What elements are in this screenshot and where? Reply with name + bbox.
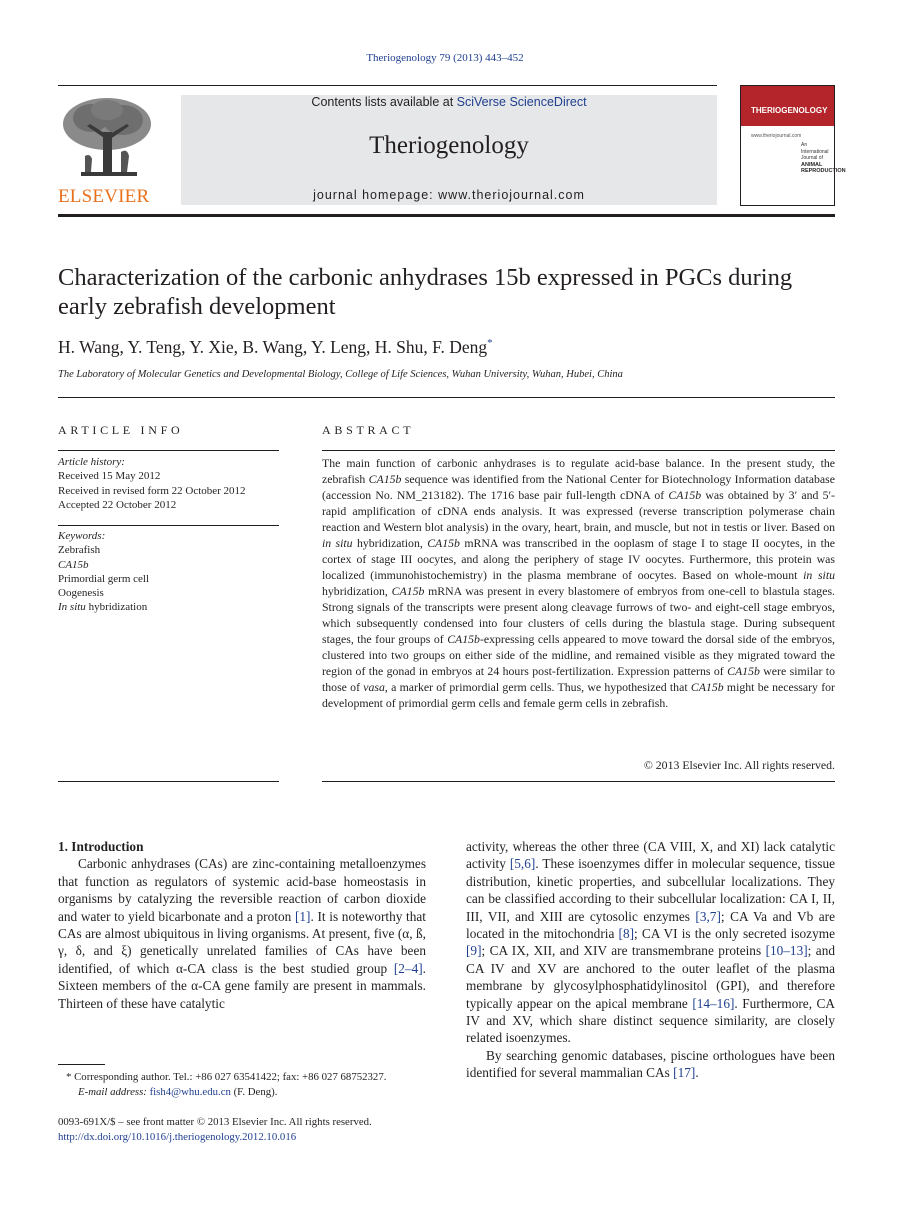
corresponding-author-mark[interactable]: * xyxy=(487,337,493,350)
reference-link[interactable]: [3,7] xyxy=(695,908,721,924)
abstract-part: sequence was identified from the National Center for Biotechnology Information database (accession No. NM_213182). The 1716 base pair full-length cDNA of xyxy=(322,472,835,502)
footnote-rule xyxy=(58,1064,105,1065)
journal-citation-link[interactable]: Theriogenology 79 (2013) 443–452 xyxy=(366,52,524,64)
intro-text: activity, whereas the other three (CA VIII, X, and XI) lack catalytic activity xyxy=(466,839,835,872)
journal-homepage xyxy=(181,188,717,202)
affiliation-rule xyxy=(58,397,835,398)
gene-name: CA15b xyxy=(668,488,702,502)
gene-name: CA15b xyxy=(447,632,480,646)
abstract-text xyxy=(322,455,835,711)
section-title-introduction: 1. Introduction xyxy=(58,839,144,854)
header-rule-bottom xyxy=(58,214,835,217)
intro-text: Carbonic anhydrases (CAs) are zinc-containing metalloenzymes that function as regulators of systemic acid-base homeostasis in organisms by catalyzing the reversible reaction of carbon dioxide and water to yield bicarbonate and a proton xyxy=(58,856,426,924)
journal-name: Theriogenology xyxy=(369,132,529,159)
received-date: Received 15 May 2012 xyxy=(58,470,161,483)
keyword-item: Oogenesis xyxy=(58,587,104,600)
abstract-rule-top xyxy=(322,450,835,451)
keyword-item: CA15b xyxy=(58,558,89,571)
doi-link[interactable]: http://dx.doi.org/10.1016/j.theriogenology.2012.10.016 xyxy=(58,1131,297,1143)
gene-name: CA15b xyxy=(391,584,425,598)
abstract-part: , a marker of primordial germ cells. Thus, we hypothesized that xyxy=(384,680,691,694)
affiliation: The Laboratory of Molecular Genetics and Developmental Biology, College of Life Sciences, Wuhan University, Wuhan, Hubei, China xyxy=(58,369,623,380)
gene-name: vasa xyxy=(363,680,385,694)
header-rule-top xyxy=(58,85,717,86)
revised-date: Received in revised form 22 October 2012 xyxy=(58,484,246,497)
issn-line: 0093-691X/$ – see front matter © 2013 Elsevier Inc. All rights reserved. xyxy=(58,1116,372,1128)
abstract-part: hybridization, xyxy=(322,584,392,598)
front-matter xyxy=(58,1115,428,1145)
abstract-part: The main function of carbonic anhydrases is to regulate acid-base balance. In the present study, the zebrafish xyxy=(322,456,835,486)
intro-text: ; CA IX, XII, and XIV are transmembrane proteins xyxy=(481,943,766,959)
contents-line xyxy=(181,95,717,109)
abstract-rule-bottom xyxy=(322,781,835,782)
email-line xyxy=(66,1085,426,1100)
keywords-label: Keywords: xyxy=(58,530,106,542)
reference-link[interactable]: [14–16] xyxy=(692,995,735,1011)
abstract-part: hybridization, xyxy=(352,536,428,550)
keyword-italic-part: In situ xyxy=(58,601,86,614)
intro-paragraph-continued xyxy=(466,838,835,1047)
keyword-item: Zebrafish xyxy=(58,544,101,557)
cover-url: www.theriojournal.com xyxy=(751,133,802,139)
reference-link[interactable]: [8] xyxy=(618,926,635,942)
reference-link[interactable]: [1] xyxy=(294,908,311,924)
article-title: Characterization of the carbonic anhydrases 15b expressed in PGCs during early zebrafish development xyxy=(58,264,793,320)
article-info-rule-top xyxy=(58,450,279,451)
intro-text: . xyxy=(695,1065,699,1081)
cover-subtitle-3: ANIMAL xyxy=(801,161,823,168)
abstract-part: mRNA was transcribed in the ooplasm of stage I to stage II oocytes, in the cortex of stage III oocytes, and along the periphery of stage IV oocytes. Furthermore, this protein was localized (immunohistochemistry) in the plasma membrane of oocytes. Based on whole-mount xyxy=(322,536,836,582)
abstract-part: might be necessary for development of primordial germ cells and female germ cells in zebrafish. xyxy=(322,680,835,710)
gene-name: CA15b xyxy=(368,472,402,486)
intro-paragraph xyxy=(58,855,426,1012)
article-history xyxy=(58,455,279,512)
corresponding-author-footnote xyxy=(66,1070,426,1100)
intro-text: . Furthermore, CA IV and XV, which share distinct sequence similarity, are closely related isoenzymes. xyxy=(466,995,835,1046)
article-info-heading: ARTICLE INFO xyxy=(58,423,184,437)
abstract-part: was obtained by 3′ and 5′-rapid amplification of cDNA ends analysis. It was expressed (reverse transcription polymerase chain reaction and Western blot analysis) in the ovary, heart, brain, and muscle, but not in testis or liver. Based on xyxy=(322,488,835,534)
italic-term: in situ xyxy=(322,536,353,550)
cover-subtitle-2: Journal of xyxy=(801,155,823,161)
article-info-rule-bottom xyxy=(58,781,279,782)
corresponding-text: Corresponding author. Tel.: +86 027 63541422; fax: +86 027 68752327. xyxy=(74,1071,387,1083)
history-label: Article history: xyxy=(58,456,125,468)
intro-text: By searching genomic databases, piscine orthologues have been identified for several mammalian CAs xyxy=(466,1047,835,1081)
contents-prefix: Contents lists available at xyxy=(311,95,457,109)
homepage-prefix: journal homepage: xyxy=(313,188,439,202)
cover-title: THERIOGENOLOGY xyxy=(751,106,828,115)
email-suffix: (F. Deng). xyxy=(230,1086,278,1098)
body-column-right xyxy=(466,838,835,1082)
intro-text: . Sixteen members of the α-CA gene family are present in mammals. Thirteen of these have catalytic xyxy=(58,960,426,1011)
abstract-part: mRNA was present in every blastomere of embryos from one-cell to blastula stages. Strong signals of the transcripts were present along cleavage furrows of two- and eight-cell stage embryos, which subsequently condensed into four clusters of cells during the blastula stage. During subsequent stages, the four groups of xyxy=(322,584,835,646)
journal-cover-thumbnail[interactable] xyxy=(740,85,846,206)
sciverse-link[interactable]: SciVerse ScienceDirect xyxy=(456,95,587,109)
email-link[interactable]: fish4@whu.edu.cn xyxy=(149,1086,231,1098)
homepage-url-link[interactable]: www.theriojournal.com xyxy=(438,188,585,202)
intro-text: ; CA Va and Vb are located in the mitochondria xyxy=(466,908,835,942)
reference-link[interactable]: [17] xyxy=(673,1065,696,1081)
article-info-rule-mid xyxy=(58,525,279,526)
accepted-date: Accepted 22 October 2012 xyxy=(58,498,177,511)
gene-name: CA15b xyxy=(427,536,460,550)
keywords-block xyxy=(58,529,279,615)
corresponding-line xyxy=(66,1070,426,1085)
cover-subtitle-1: An International xyxy=(801,142,829,155)
email-label: E-mail address: xyxy=(78,1086,150,1098)
reference-link[interactable]: [2–4] xyxy=(393,960,423,976)
reference-link[interactable]: [9] xyxy=(466,943,482,959)
keyword-item: In situ hybridization xyxy=(58,601,148,614)
abstract-part: were similar to those of xyxy=(322,664,835,694)
body-column-left xyxy=(58,838,426,1012)
cover-subtitle-4: REPRODUCTION xyxy=(801,168,846,174)
intro-text: . These isoenzymes differ in molecular sequence, tissue distribution, kinetic properties, and subcellular localizations. They can be classified according to their subcellular localization: CA I, II, III, VII, and XIII are cytosolic enzymes xyxy=(466,856,836,924)
keyword-item: Primordial germ cell xyxy=(58,572,150,585)
reference-link[interactable]: [10–13] xyxy=(765,943,808,959)
elsevier-wordmark: ELSEVIER xyxy=(58,186,150,207)
footnote-mark: * xyxy=(66,1071,72,1083)
italic-term: in situ xyxy=(803,568,836,582)
intro-text: ; and CA IV and XV are anchored to the outer leaflet of the plasma membrane by glycosylphosphatidylinositol (GPI), and therefore typically appear on the apical membrane xyxy=(466,943,835,1011)
gene-name: CA15b xyxy=(727,664,760,678)
authors-text: H. Wang, Y. Teng, Y. Xie, B. Wang, Y. Leng, H. Shu, F. Deng xyxy=(58,337,488,357)
author-list xyxy=(58,337,838,358)
gene-name: CA15b xyxy=(690,680,724,694)
abstract-part: -expressing cells appeared to move toward the dorsal side of the embryos, clustered into two groups on either side of the midline, and remained visible as they migrated toward the region of the gonad in embryos at 24 hours post-fertilization. Expression patterns of xyxy=(322,632,836,678)
intro-paragraph-2 xyxy=(466,1047,835,1082)
abstract-copyright: © 2013 Elsevier Inc. All rights reserved. xyxy=(643,758,835,772)
intro-text: . It is noteworthy that CAs are almost ubiquitous in living organisms. At present, five (α, ß, γ, δ, and ξ) genetically unrelated families of CAs have been identified, of which α-CA class is the best studied group xyxy=(58,908,426,976)
intro-text: ; CA VI is the only secreted isozyme xyxy=(634,926,835,942)
reference-link[interactable]: [5,6] xyxy=(509,856,536,872)
abstract-heading: ABSTRACT xyxy=(322,423,415,437)
cover-subtitle xyxy=(801,142,846,175)
